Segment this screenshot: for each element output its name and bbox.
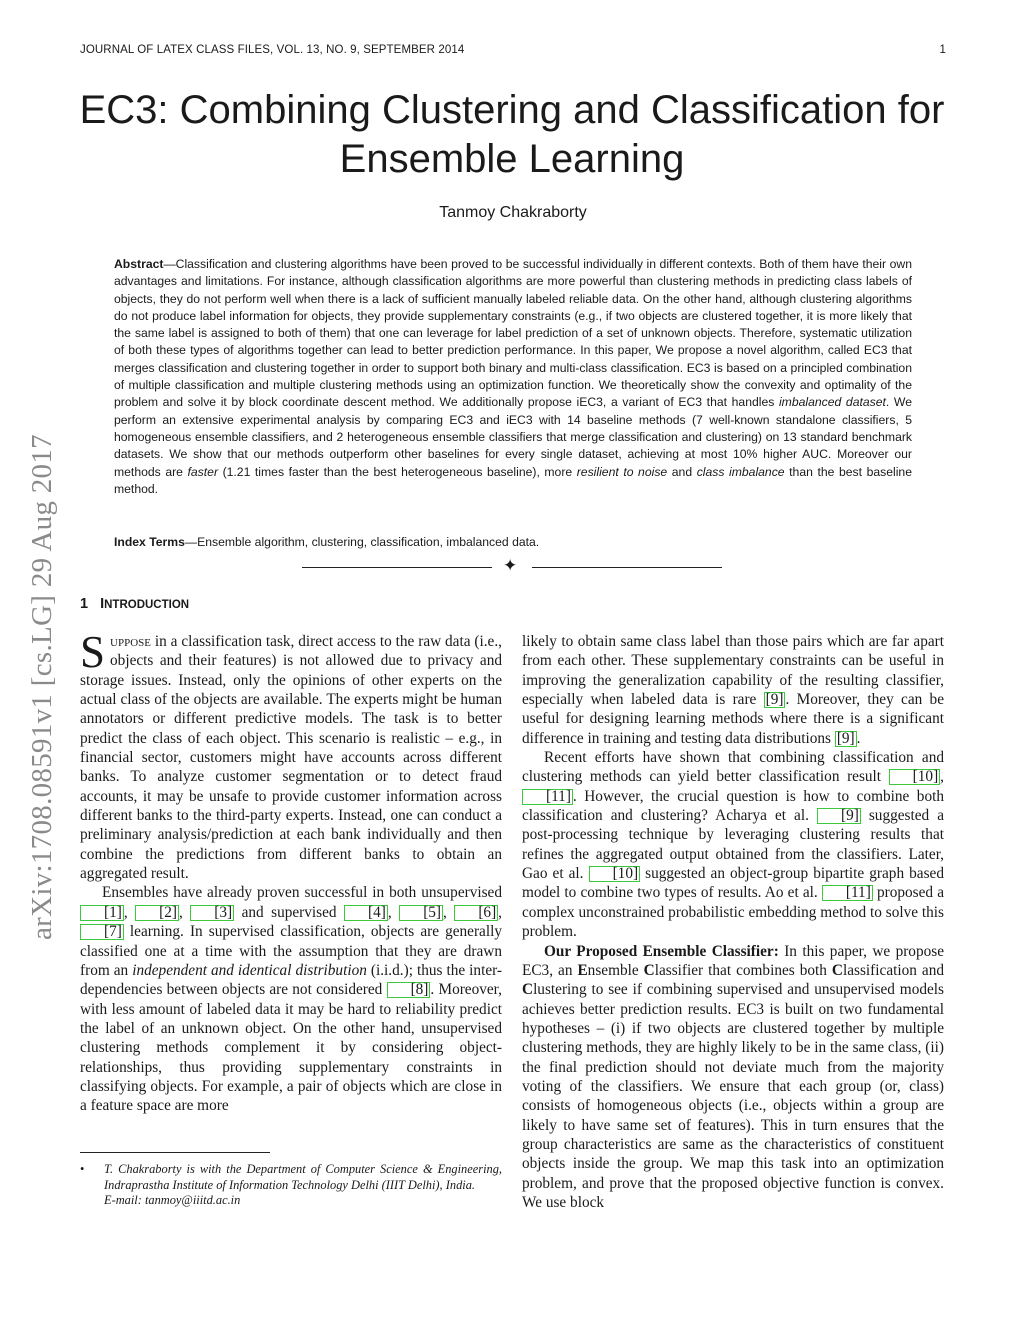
abstract bbox=[114, 256, 912, 498]
abstract-text-1: —Classification and clustering algorithms have been proved to be successful individually in different contexts. Both of them have their own advantages and limitations. For instance, although classification algorithms are more powerful than clustering methods in predicting class labels of objects, they do not perform well when there is a lack of sufficient manually labeled reliable data. On the other hand, although clustering algorithms do not produce label information for objects, they provide supplementary constraints (e.g., if two objects are clustered together, it is more likely that the same label is assigned to both of them) that one can leverage for label prediction of a set of unknown objects. Therefore, systematic utilization of both these types of algorithms together can lead to better prediction performance. In this paper, We propose a novel algorithm, called EC3 that merges classification and clustering together in order to support both binary and multi-class classification. EC3 is based on a principled combination of multiple classification and multiple clustering methods using an optimization function. We theoretically show the convexity and optimality of the problem and solve it by block coordinate descent method. We additionally propose iEC3, a variant of EC3 that handles bbox=[114, 257, 912, 410]
paragraph-text: nsemble bbox=[587, 961, 644, 979]
paragraph-text: learning. In supervised classification, objects are generally classified one at a time with the assumption that they are drawn from an bbox=[80, 923, 502, 979]
title-rest: : Combining Clustering and Classification for Ensemble Learning bbox=[157, 88, 945, 181]
footnote-email[interactable]: E-mail: tanmoy@iiitd.ac.in bbox=[104, 1193, 241, 1207]
citation-link[interactable]: [11] bbox=[822, 885, 873, 901]
abstract-em-1: imbalanced dataset bbox=[778, 395, 886, 410]
author: Tanmoy Chakraborty bbox=[439, 204, 587, 221]
citation-link[interactable]: [9] bbox=[817, 808, 861, 824]
journal-line: JOURNAL OF LATEX CLASS FILES, VOL. 13, NO. 9, SEPTEMBER 2014 bbox=[80, 44, 465, 56]
intro-paragraph-4: Recent efforts have shown that combining classification and clustering methods can yield better classification result [10] , [11] . However, the crucial question is how to combine both classification and clustering? Acharya et al. [9] suggested a post-processing technique by leveraging clustering results that refines the aggregated output obtained from the classifiers. Later, Gao et al. [10] suggested an object-group bipartite graph based model to combine two types of results. Ao et al. [11] proposed a complex unconstrained probabilistic embedding method to solve this problem. bbox=[522, 749, 944, 941]
right-column bbox=[522, 632, 944, 1212]
separator-line-right bbox=[532, 567, 722, 568]
intro-paragraph-1 bbox=[80, 627, 502, 883]
title-method-name: EC3 bbox=[79, 88, 158, 132]
emphasis-text: independent and identical distribution bbox=[132, 961, 367, 979]
citation-link[interactable]: [7] bbox=[80, 924, 124, 940]
citation-link[interactable]: [1] bbox=[80, 905, 124, 921]
paragraph-text: in a classification task, direct access to the raw data (i.e., objects and their features) is not allowed due to privacy and storage issues. Instead, only the opinions of other experts on the actual class of the objects are available. The experts might be human annotators or different predictive models. The task is to better predict the class of each object. This scenario is realistic – e.g., in financial sector, customers might have accounts across different banks. To analyze customer segmentation or to detect fraud accounts, it may be unsafe to provide customer information across different banks to the third-party experts. Instead, one can conduct a preliminary analysis/prediction at each bank individually and then combine the predictions from different banks to obtain an aggregated result. bbox=[80, 633, 502, 883]
paragraph-text: lustering to see if combining supervised and unsupervised models achieves better prediction results. EC3 is built on two fundamental hypotheses – (i) if two objects are clustered together by multiple clustering methods, they are highly likely to be in the same class, (ii) the final prediction should not deviate much from the majority voting of the classifiers. We ensure that each group (or, class) consists of homogeneous objects (i.e., objects within a group are likely to have same set of features). This in turn ensures that the group characteristics are same as the characteristics of constituent objects inside the group. We map this task into an optimization problem, and prove that the proposed objective function is convex. We use block bbox=[522, 981, 944, 1211]
acronym-letter: C bbox=[522, 981, 534, 999]
separator-line-left bbox=[302, 567, 492, 568]
paragraph-lead: Our Proposed Ensemble Classifier: bbox=[544, 942, 779, 960]
footnote-rule bbox=[80, 1152, 270, 1153]
footnote-affiliation: T. Chakraborty is with the Department of Computer Science & Engineering, Indraprastha Institute of Information Technology Delhi (IIIT Delhi), India. bbox=[104, 1162, 502, 1192]
abstract-em-4: class imbalance bbox=[696, 464, 785, 479]
paragraph-text: lassifier that combines both bbox=[654, 961, 832, 979]
index-terms-label: Index Terms bbox=[114, 535, 185, 549]
abstract-em-3: resilient to noise bbox=[576, 464, 668, 479]
index-terms bbox=[114, 534, 912, 551]
paragraph-text: Recent efforts have shown that combining classification and clustering methods can yield better classification result bbox=[522, 749, 944, 786]
citation-link[interactable]: [6] bbox=[454, 905, 498, 921]
arxiv-stamp: arXiv:1708.08591v1 [cs.LG] 29 Aug 2017 bbox=[26, 434, 58, 940]
index-terms-text: —Ensemble algorithm, clustering, classification, imbalanced data. bbox=[184, 535, 540, 549]
acronym-letter: C bbox=[643, 961, 655, 979]
citation-link[interactable]: [8] bbox=[387, 982, 431, 998]
footnote-bullet: • bbox=[80, 1162, 85, 1176]
paragraph-text: (i.i.d.); thus the inter-dependencies between objects are not considered bbox=[80, 961, 502, 999]
section-heading bbox=[80, 596, 189, 612]
drop-cap: S bbox=[80, 627, 106, 677]
paragraph-text: and supervised bbox=[234, 903, 345, 921]
smallcaps-lead: uppose bbox=[110, 633, 151, 650]
intro-paragraph-3 bbox=[522, 632, 944, 748]
abstract-text-3: (1.21 times faster than the best heterogeneous baseline), more bbox=[218, 464, 577, 479]
abstract-text-5: than the best baseline method. bbox=[114, 464, 912, 496]
citation-link[interactable]: [11] bbox=[522, 789, 573, 805]
paragraph-text: . Moreover, they can be useful for designing learning methods where there is a significant difference in training and testing data distributions bbox=[522, 691, 944, 747]
citation-link[interactable]: [4] bbox=[344, 905, 388, 921]
section-separator bbox=[300, 558, 724, 578]
citation-link[interactable]: [10] bbox=[589, 866, 641, 882]
citation-link[interactable]: [2] bbox=[135, 905, 179, 921]
acronym-letter: E bbox=[577, 961, 588, 979]
page-number: 1 bbox=[939, 44, 946, 56]
abstract-text-4: and bbox=[667, 464, 697, 479]
acronym-letter: C bbox=[831, 961, 843, 979]
left-column bbox=[80, 627, 502, 1116]
citation-link[interactable]: [9] bbox=[836, 729, 855, 747]
abstract-em-2: faster bbox=[187, 464, 218, 479]
paragraph-text: suggested an object-group bipartite graph based model to combine two types of results. Ao et al. bbox=[522, 865, 944, 902]
abstract-text-2: . We perform an extensive experimental analysis by comparing EC3 and iEC3 with 14 baseline methods (7 well-known standalone classifiers, 5 homogeneous ensemble classifiers, and 2 heterogeneous ensemble classifiers that merge classification and clustering) on 13 standard benchmark datasets. We show that our methods outperform other baselines for every single dataset, achieving at most 10% higher AUC. Moreover our methods are bbox=[114, 395, 912, 479]
paragraph-text: likely to obtain same class label than those pairs which are far apart from each other. These supplementary constraints can be useful in improving the generalization capability of the resulting classifier, especially when labeled data is rare bbox=[522, 633, 944, 709]
citation-link[interactable]: [5] bbox=[399, 905, 443, 921]
citation-link[interactable]: [10] bbox=[889, 769, 941, 785]
paragraph-text: Ensembles have already proven successful in both unsupervised bbox=[102, 884, 502, 902]
separator-star-icon: ✦ bbox=[503, 556, 518, 575]
abstract-label: Abstract bbox=[114, 257, 164, 271]
citation-link[interactable]: [3] bbox=[190, 905, 234, 921]
section-number: 1 bbox=[80, 596, 89, 612]
paragraph-text: proposed a complex unconstrained probabilistic embedding method to solve this problem. bbox=[522, 884, 944, 941]
running-head bbox=[80, 44, 946, 56]
paragraph-text: . bbox=[856, 729, 861, 747]
section-title-initial: I bbox=[100, 596, 105, 612]
paper-title bbox=[70, 86, 954, 184]
paragraph-text: . However, the crucial question is how to combine both classification and clustering? Acharya et al. bbox=[522, 787, 944, 825]
paragraph-text: suggested a post-processing technique by leveraging clustering results that refines the aggregated output obtained from the classifiers. Later, Gao et al. bbox=[522, 807, 944, 883]
citation-link[interactable]: [9] bbox=[765, 691, 784, 709]
paragraph-text: In this paper, we propose EC3, an bbox=[522, 942, 944, 979]
intro-paragraph-2: Ensembles have already proven successful in both unsupervised [1] , [2] , [3] and supervised [4] , [5] , [6] , [7] learning. In supervised classification, objects are generally classified one at a time with the assumption that they are drawn from an independent and identical distribution (i.i.d.); thus the inter-dependencies between objects are not considered [8] . Moreover, with less amount of labeled data it may be hard to reliability predict the label of an unknown object. On the other hand, unsupervised clustering methods complement it by considering object-relationships, thus providing supplementary constraints in classifying objects. For example, a pair of objects which are close in a feature space are more bbox=[80, 884, 502, 1115]
intro-paragraph-5 bbox=[522, 942, 944, 1213]
section-title-rest: NTRODUCTION bbox=[104, 599, 190, 611]
paragraph-text: lassification and bbox=[842, 961, 944, 979]
paragraph-text: . Moreover, with less amount of labeled data it may be hard to reliability predict the label of an unknown object. On the other hand, unsupervised clustering methods complement it by considering object-relationships, thus providing supplementary constraints in classifying objects. For example, a pair of objects which are close in a feature space are more bbox=[80, 981, 502, 1115]
author-footnote bbox=[80, 1162, 502, 1209]
